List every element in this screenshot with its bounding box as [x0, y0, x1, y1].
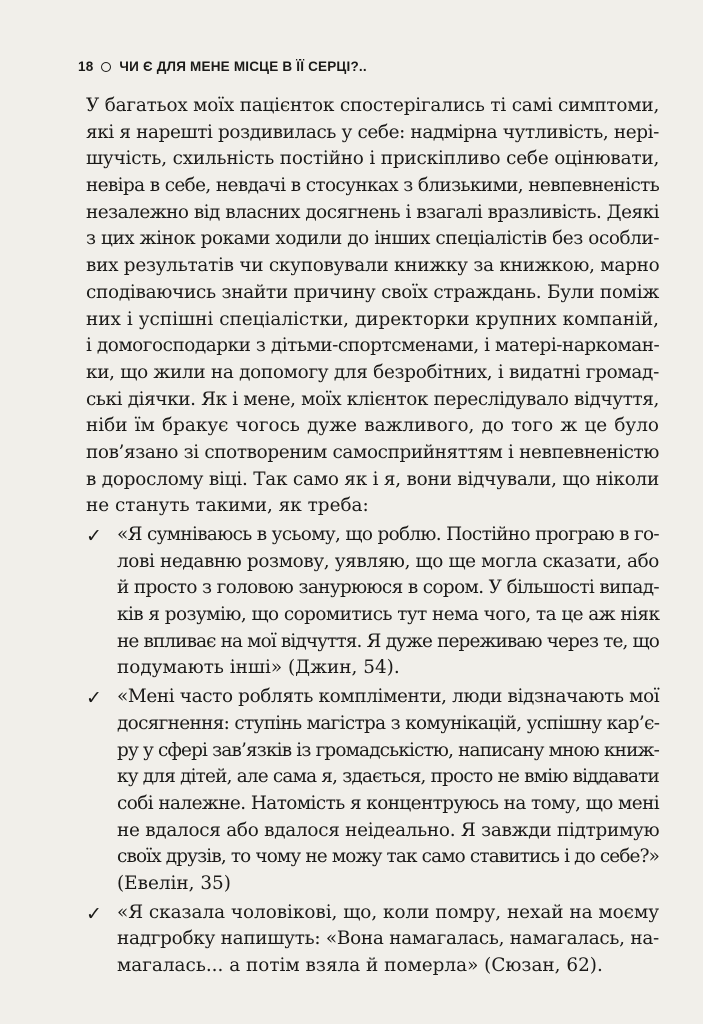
- quote-line: ку для дітей, але сама я, здається, просто не вмію віддавати: [117, 766, 659, 788]
- text-line: незалежно від власних досягнень і взагалі вразливість. Деякі: [86, 201, 659, 223]
- quote-line: «Мені часто роблять компліменти, люди відзначають мої: [117, 686, 660, 708]
- text-line: У багатьох моїх пацієнток спостерігались ті самі симптоми,: [86, 95, 660, 116]
- intro-paragraph: [86, 93, 659, 520]
- check-mark-icon: ✓: [86, 902, 102, 925]
- page-number: 18: [78, 59, 94, 74]
- text-line: з цих жінок роками ходили до інших спеціалістів без особли-: [86, 228, 659, 250]
- quote-line: ків я розумію, що соромитись тут нема чого, та це аж ніяк: [117, 604, 660, 626]
- body-text: [86, 93, 659, 980]
- text-line: пов’язано зі спотвореним самосприйняттям і невпевненістю: [86, 441, 659, 463]
- quote-line: своїх друзів, то чому не можу так само ставитись і до себе?»: [117, 846, 659, 868]
- quote-item: [86, 522, 659, 682]
- text-line: ські діячки. Як і мене, моїх клієнток переслідувало відчуття,: [86, 388, 659, 410]
- quote-item: [86, 900, 659, 980]
- quote-line: лові недавню розмову, уявляю, що ще могла сказати, або: [117, 550, 659, 572]
- text-line: не стануть такими, як треба:: [86, 495, 369, 517]
- running-header: [78, 59, 367, 74]
- quote-line: магалась... а потім взяла й померла» (Сюзан, 62).: [117, 955, 603, 976]
- quote-line: не впливає на мої відчуття. Я дуже переживаю через те, що: [117, 630, 659, 652]
- check-mark-icon: ✓: [86, 525, 102, 547]
- quote-line: й просто з головою занурююся в сором. У більшості випад-: [117, 577, 659, 599]
- quote-line: подумають інші» (Джин, 54).: [117, 657, 400, 679]
- text-line: ки, що жили на допомогу для безробітних, і видатні громад-: [86, 361, 659, 383]
- text-line: невіра в себе, невдачі в стосунках з близькими, невпевненість: [86, 175, 660, 197]
- text-line: сподіваючись знайти причину своїх страждань. Були поміж: [86, 281, 659, 303]
- text-line: шучість, схильність постійно і прискіпливо себе оцінювати,: [86, 148, 660, 170]
- quote-line: собі належне. Натомість я концентруюсь на тому, що мені: [117, 792, 660, 814]
- quote-line: «Я сумніваюсь в усьому, що роблю. Постійно програю в го-: [117, 524, 659, 545]
- quote-line: ру у сфері зав’язків із громадськістю, написану мною книж-: [117, 739, 659, 761]
- quote-line: «Я сказала чоловікові, що, коли помру, нехай на моєму: [117, 901, 659, 923]
- text-line: які я нарешті роздивилась у себе: надмірна чутливість, нері-: [86, 121, 659, 143]
- circle-ornament-icon: [101, 62, 111, 72]
- text-line: вих результатів чи скуповували книжку за книжкою, марно: [86, 255, 660, 277]
- chapter-title: ЧИ Є ДЛЯ МЕНЕ МІСЦЕ В ЇЇ СЕРЦІ?..: [119, 59, 367, 74]
- quote-line: надгробку напишуть: «Вона намагалась, намагалась, на-: [117, 928, 659, 950]
- text-line: і домогосподарки з дітьми-спортсменами, і матері-наркоман-: [86, 335, 660, 357]
- text-line: в дорослому віці. Так само як і я, вони відчували, що ніколи: [86, 468, 660, 490]
- quote-line: (Евелін, 35): [117, 872, 231, 894]
- check-mark-icon: ✓: [86, 687, 102, 710]
- quote-line: досягнення: ступінь магістра з комунікацій, успішну кар’є-: [117, 712, 660, 734]
- quote-item: [86, 684, 659, 898]
- text-line: них і успішні спеціалістки, директорки крупних компаній,: [86, 308, 659, 330]
- text-line: ніби їм бракує чогось дуже важливого, до того ж це було: [86, 415, 659, 437]
- quote-line: не вдалося або вдалося неідеально. Я завжди підтримую: [117, 819, 660, 841]
